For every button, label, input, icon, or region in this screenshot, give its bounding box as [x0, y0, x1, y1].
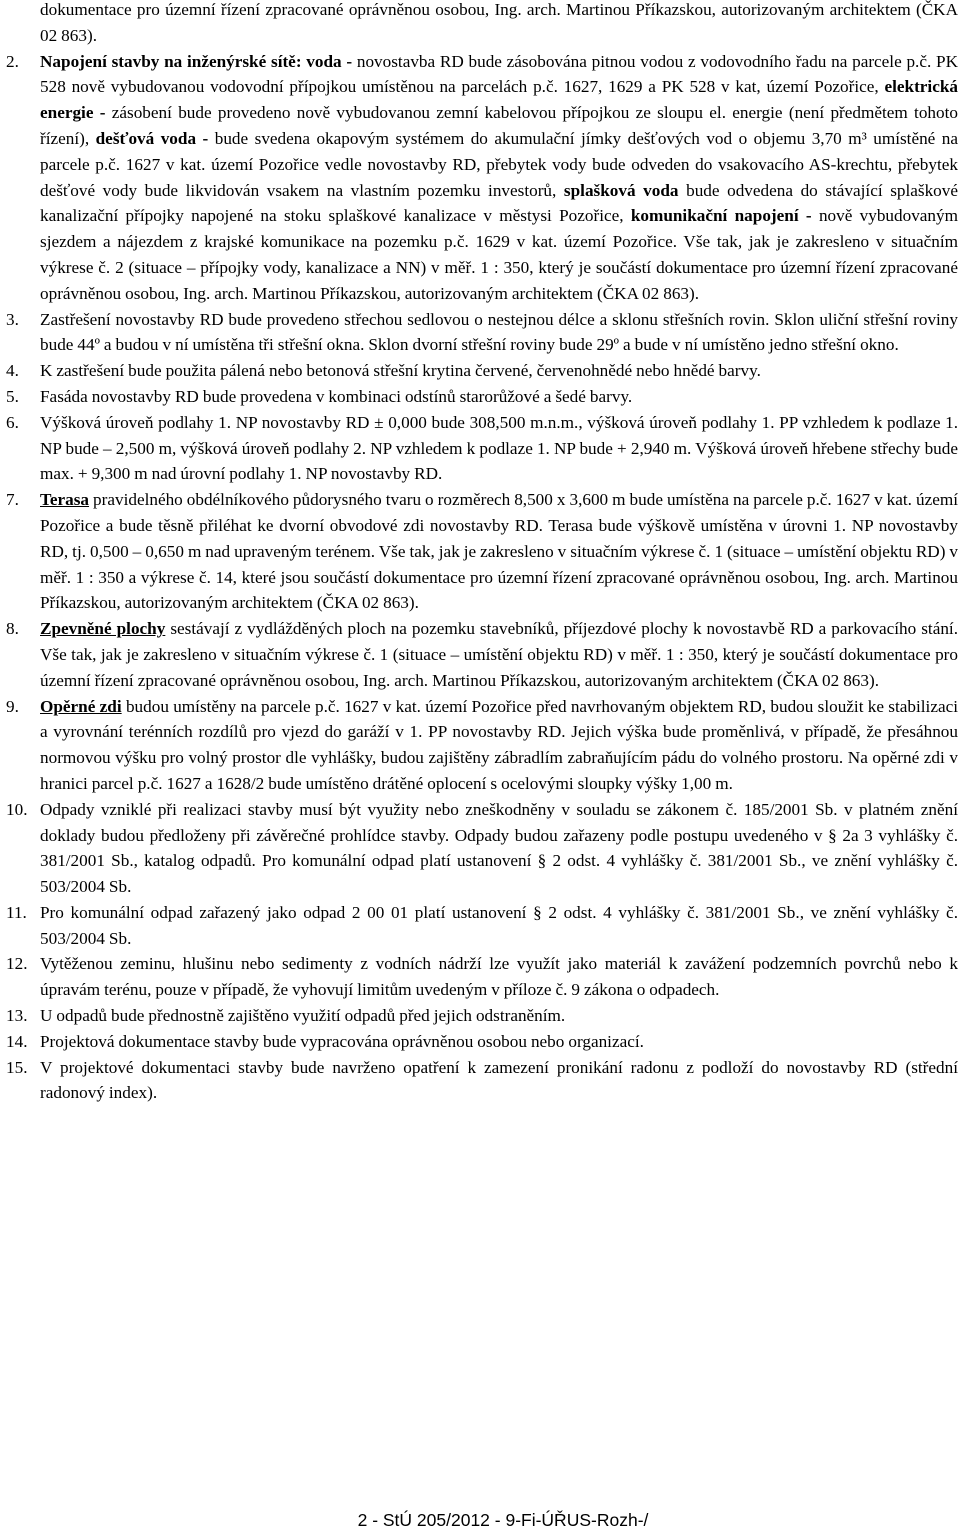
- item-number: 8.: [6, 619, 19, 639]
- item-text: [40, 49, 958, 307]
- bold-term: Napojení stavby na inženýrské sítě: voda -: [40, 51, 353, 71]
- page-footer: 2 - StÚ 205/2012 - 9-Fi-ÚŘUS-Rozh-/: [357, 1510, 649, 1530]
- section-heading-term: [40, 619, 165, 638]
- item-text: [40, 616, 958, 693]
- list-item: [0, 616, 960, 693]
- bold-term: dešťová voda -: [95, 128, 209, 148]
- item-text: [40, 1003, 958, 1029]
- list-item: [0, 307, 960, 359]
- item-text: [40, 358, 958, 384]
- item-number: 13.: [6, 1006, 28, 1026]
- item-text: [40, 694, 958, 797]
- item-text: [40, 0, 958, 49]
- list-item: [0, 410, 960, 487]
- text-segment: U odpadů bude přednostně zajištěno využití odpadů před jejich odstraněním.: [40, 1006, 566, 1026]
- text-segment: Zastřešení novostavby RD bude provedeno střechou sedlovou o nestejnou délce a sklonu střešních rovin. Sklon uliční střešní roviny bude 44º a budou v ní umístěna tři střešní okna. Sklon dvorní střešní roviny bude 29º a bude v ní umístěno jedno střešní okno.: [40, 309, 958, 355]
- section-heading-term: [40, 697, 122, 716]
- list-item: [0, 1029, 960, 1055]
- list-item: [0, 900, 960, 952]
- item-text: [40, 410, 958, 487]
- bold-term: komunikační napojení -: [630, 206, 812, 226]
- item-text: [40, 487, 958, 616]
- list-item: [0, 951, 960, 1003]
- item-number: 12.: [6, 954, 28, 974]
- text-segment: Projektová dokumentace stavby bude vypracována oprávněnou osobou nebo organizací.: [40, 1031, 644, 1051]
- item-text: [40, 900, 958, 952]
- bold-term: splašková voda: [563, 180, 679, 200]
- item-text: [40, 797, 958, 900]
- list-item: [0, 358, 960, 384]
- text-segment: zásobení bude provedeno nově vybudovanou zemní kabelovou přípojkou ze sloupu el. energie (není předmětem tohoto řízení),: [40, 103, 958, 148]
- text-segment: sestávají z vydlážděných ploch na pozemku stavebníků, příjezdové plochy k novostavbě RD a parkovacího stání. Vše tak, jak je zakresleno v situačním výkrese č. 1 (situace – umístění objektu RD) v měř. 1 : 350, který je součástí dokumentace pro územní řízení zpracované oprávněnou osobou, Ing. arch. Martinou Příkazskou, autorizovaným architektem (ČKA 02 863).: [40, 619, 958, 690]
- item-number: 6.: [6, 412, 19, 432]
- list-item: [0, 694, 960, 797]
- list-item: [0, 0, 960, 49]
- bold-term: elektrická energie -: [40, 77, 958, 123]
- item-number: 15.: [6, 1057, 28, 1077]
- underlined-term: Terasa: [40, 490, 90, 510]
- text-segment: K zastřešení bude použita pálená nebo betonová střešní krytina červené, červenohnědé nebo hnědé barvy.: [40, 361, 761, 381]
- item-number: 5.: [6, 386, 19, 406]
- list-item: [0, 487, 960, 616]
- item-number: 7.: [6, 490, 19, 510]
- text-segment: budou umístěny na parcele p.č. 1627 v kat. území Pozořice před navrhovaným objektem RD, budou sloužit ke stabilizaci a vyrovnání terénních rozdílů pro vjezd do garáží v 1. PP novostavby RD. Jejich výška bude proměnlivá, v případě, že přesáhnou normovou výšku pro volný prostor dle vyhlášky, budou zajištěny zábradlím zabraňujícím pádu do volného prostoru. Na opěrné zdi v hranici parcel p.č. 1627 a 1628/2 bude umístěno drátěné oplocení s ocelovými sloupky výšky 1,00 m.: [40, 696, 958, 793]
- list-item: [0, 49, 960, 307]
- item-number: 10.: [6, 799, 28, 819]
- section-heading-term: [40, 490, 89, 509]
- text-segment: dokumentace pro územní řízení zpracované oprávněnou osobou, Ing. arch. Martinou Příkazskou, autorizovaným architektem (ČKA 02 863).: [40, 0, 958, 45]
- underlined-term: Zpevněné plochy: [40, 619, 166, 639]
- item-text: [40, 951, 958, 1003]
- text-segment: V projektové dokumentaci stavby bude navrženo opatření k zamezení pronikání radonu z podloží do novostavby RD (střední radonový index).: [40, 1057, 958, 1103]
- text-segment: bude odvedena do stávající splaškové kanalizační přípojky napojené na stoku splaškové kanalizace v městysi Pozořice,: [40, 180, 958, 226]
- text-segment: Fasáda novostavby RD bude provedena v kombinaci odstínů starorůžové a šedé barvy.: [40, 386, 633, 406]
- item-number: 9.: [6, 696, 19, 716]
- underlined-term: Opěrné zdi: [40, 696, 122, 716]
- text-segment: pravidelného obdélníkového půdorysného tvaru o rozměrech 8,500 x 3,600 m bude umístěna na parcele p.č. 1627 v kat. území Pozořice a bude těsně přiléhat ke dvorní obvodové zdi novostavby RD. Terasa bude výškově umístěna v úrovni 1. NP novostavby RD, tj. 0,500 – 0,650 m nad upraveným terénem. Vše tak, jak je zakresleno v situačním výkrese č. 1 (situace – umístění objektu RD) v měř. 1 : 350 a výkrese č. 14, které jsou součástí dokumentace pro územní řízení zpracované oprávněnou osobou, Ing. arch. Martinou Příkazskou, autorizovaným architektem (ČKA 02 863).: [40, 490, 959, 613]
- item-text: [40, 384, 958, 410]
- list-item: [0, 384, 960, 410]
- item-text: [40, 1029, 958, 1055]
- item-number: 2.: [6, 51, 19, 71]
- item-number: [0, 0, 40, 49]
- text-segment: bude svedena okapovým systémem do akumulační jímky dešťových vod o objemu 3,70 m³ umístěné na parcele p.č. 1627 v kat. území Pozořice vedle novostavby RD, přebytek vody bude odveden do vsakovacího AS-krechtu, přebytek dešťové vody bude likvidován vsakem na vlastním pozemku investorů,: [40, 128, 958, 200]
- item-number: 11.: [6, 902, 27, 922]
- list-item: [0, 1003, 960, 1029]
- text-segment: nově vybudovaným sjezdem a nájezdem z krajské komunikace na pozemku p.č. 1629 v kat. území Pozořice. Vše tak, jak je zakresleno v situačním výkrese č. 2 (situace – přípojky vody, kanalizace a NN) v měř. 1 : 350, který je součástí dokumentace pro územní řízení zpracované oprávněnou osobou, Ing. arch. Martinou Příkazskou, autorizovaným architektem (ČKA 02 863).: [40, 206, 958, 303]
- text-segment: Výšková úroveň podlahy 1. NP novostavby RD ± 0,000 bude 308,500 m.n.m., výšková úroveň podlahy 1. PP vzhledem k podlaze 1. NP bude – 2,500 m, výšková úroveň podlahy 2. NP vzhledem k podlaze 1. NP bude + 2,940 m. Výšková úroveň hřebene střechy bude max. + 9,300 m nad úrovní podlahy 1. NP novostavby RD.: [40, 412, 958, 484]
- text-segment: Odpady vzniklé při realizaci stavby musí být využity nebo zneškodněny v souladu se zákonem č. 185/2001 Sb. v platném znění doklady budou předloženy při závěrečné prohlídce stavby. Odpady budou zařazeny podle postupu uvedeného v § 2a 3 vyhlášky č. 381/2001 Sb., katalog odpadů. Pro komunální odpad platí ustanovení § 2 odst. 4 vyhlášky č. 381/2001 Sb., ve znění vyhlášky č. 503/2004 Sb.: [40, 799, 958, 897]
- list-item: [0, 1055, 960, 1107]
- item-number: 3.: [6, 309, 19, 329]
- text-segment: Pro komunální odpad zařazený jako odpad 2 00 01 platí ustanovení § 2 odst. 4 vyhlášky č. 381/2001 Sb., ve znění vyhlášky č. 503/2004 Sb.: [40, 902, 958, 948]
- item-text: [40, 307, 958, 359]
- item-number: 14.: [6, 1031, 28, 1051]
- text-segment: novostavba RD bude zásobována pitnou vodou z vodovodního řadu na parcele p.č. PK 528 nově vybudovanou vodovodní přípojkou umístěnou na parcelách p.č. 1627, 1629 a PK 528 v kat, území Pozořice,: [40, 51, 958, 97]
- list-item: [0, 797, 960, 900]
- item-number: 4.: [6, 361, 19, 381]
- text-segment: Vytěženou zeminu, hlušinu nebo sedimenty z vodních nádrží lze využít jako materiál k zavážení podzemních povrchů nebo k úpravám terénu, pouze v případě, že vyhovují limitům uvedeným v příloze č. 9 zákona o odpadech.: [40, 954, 958, 1000]
- item-text: [40, 1055, 958, 1107]
